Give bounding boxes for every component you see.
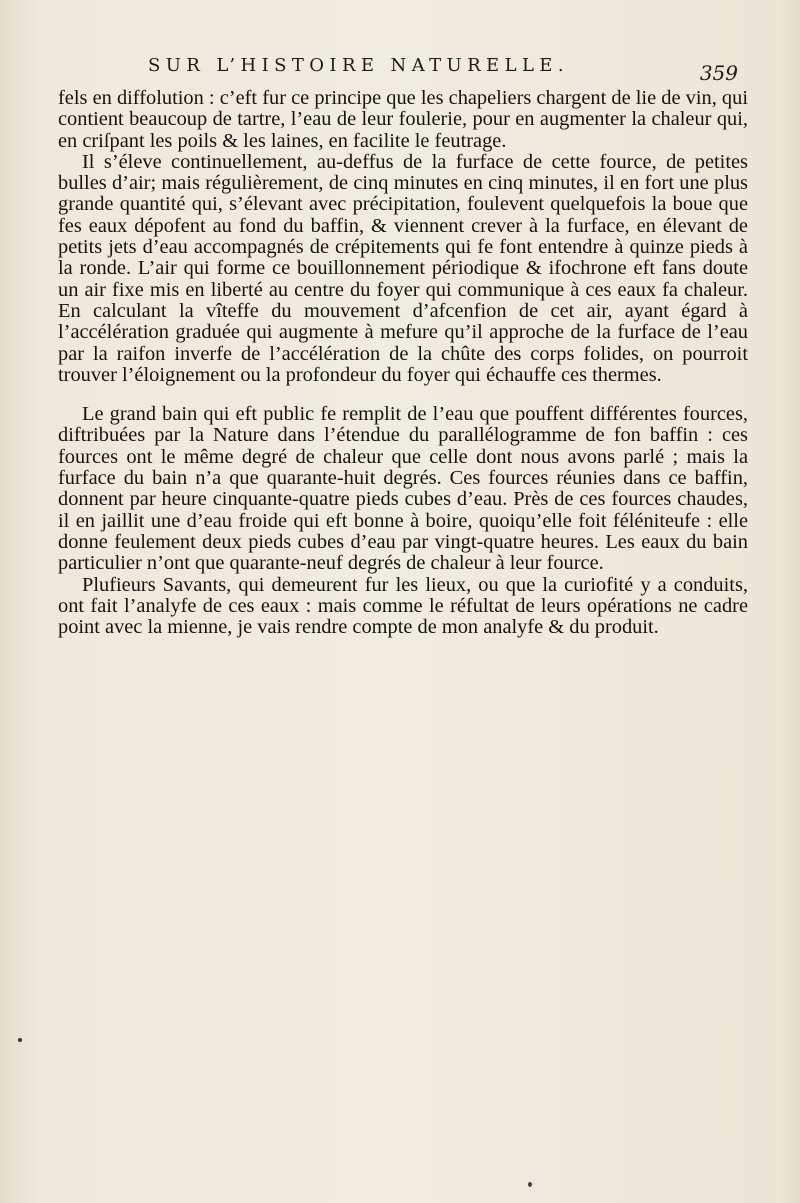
- page-number: 359: [699, 61, 738, 85]
- page-header: [148, 55, 738, 89]
- paragraph-1: fels en diffolution : c’eft fur ce principe que les chapeliers chargent de lie de vin, qui contient beaucoup de tartre, l’eau de leur foulerie, pour en augmenter la chaleur qui, en criſpant les poils & les laines, en facilite le feutrage.: [58, 87, 748, 152]
- paragraph-2: Il s’éleve continuellement, au-deffus de la furface de cette fource, de petites bulles d’air; mais régulièrement, de cinq minutes en cinq minutes, il en fort une plus grande quantité qui, s’élevant avec précipitation, foulevent quelquefois la boue que fes eaux dépofent au fond du baffin, & viennent crever à la furface, en élevant de petits jets d’eau accompagnés de crépitements qui fe font entendre à quinze pieds à la ronde. L’air qui forme ce bouillonnement périodique & ifochrone eft fans doute un air fixe mis en liberté au centre du foyer qui communique à ces eaux fa chaleur. En calculant la vîteffe du mouvement d’afcenfion de cet air, ayant égard à l’accélération graduée qui augmente à mefure qu’il approche de la furface de l’eau par la raifon inverfe de l’accélération de la chûte des corps folides, on pourroit trouver l’éloignement ou la profondeur du foyer qui échauffe ces thermes.: [58, 150, 748, 386]
- body-text: [58, 88, 748, 638]
- ink-spot-bottom: [528, 1182, 532, 1187]
- paragraph-3: Le grand bain qui eft public fe remplit de l’eau que pouffent différentes fources, diftribuées par la Nature dans l’étendue du parallélogramme de fon baffin : ces fources ont le même degré de chaleur que celle dont nous avons parlé ; mais la furface du bain n’a que quarante-huit degrés. Ces fources réunies dans ce baffin, donnent par heure cinquante-quatre pieds cubes d’eau. Près de ces fources chaudes, il en jaillit une d’eau froide qui eft bonne à boire, quoiqu’elle foit féléniteufe : elle donne feulement deux pieds cubes d’eau par vingt-quatre heures. Les eaux du bain particulier n’ont que quarante-neuf degrés de chaleur à leur fource.: [58, 403, 748, 575]
- paragraph-4: Plufieurs Savants, qui demeurent fur les lieux, ou que la curiofité y a conduits, ont fait l’analyfe de ces eaux : mais comme le réfultat de leurs opérations ne cadre point avec la mienne, je vais rendre compte de mon analyfe & du produit.: [58, 573, 748, 639]
- paragraph-gap: [58, 386, 748, 404]
- ink-spot-marginal: [18, 1038, 22, 1042]
- running-head: SUR L’HISTOIRE NATURELLE.: [148, 55, 569, 76]
